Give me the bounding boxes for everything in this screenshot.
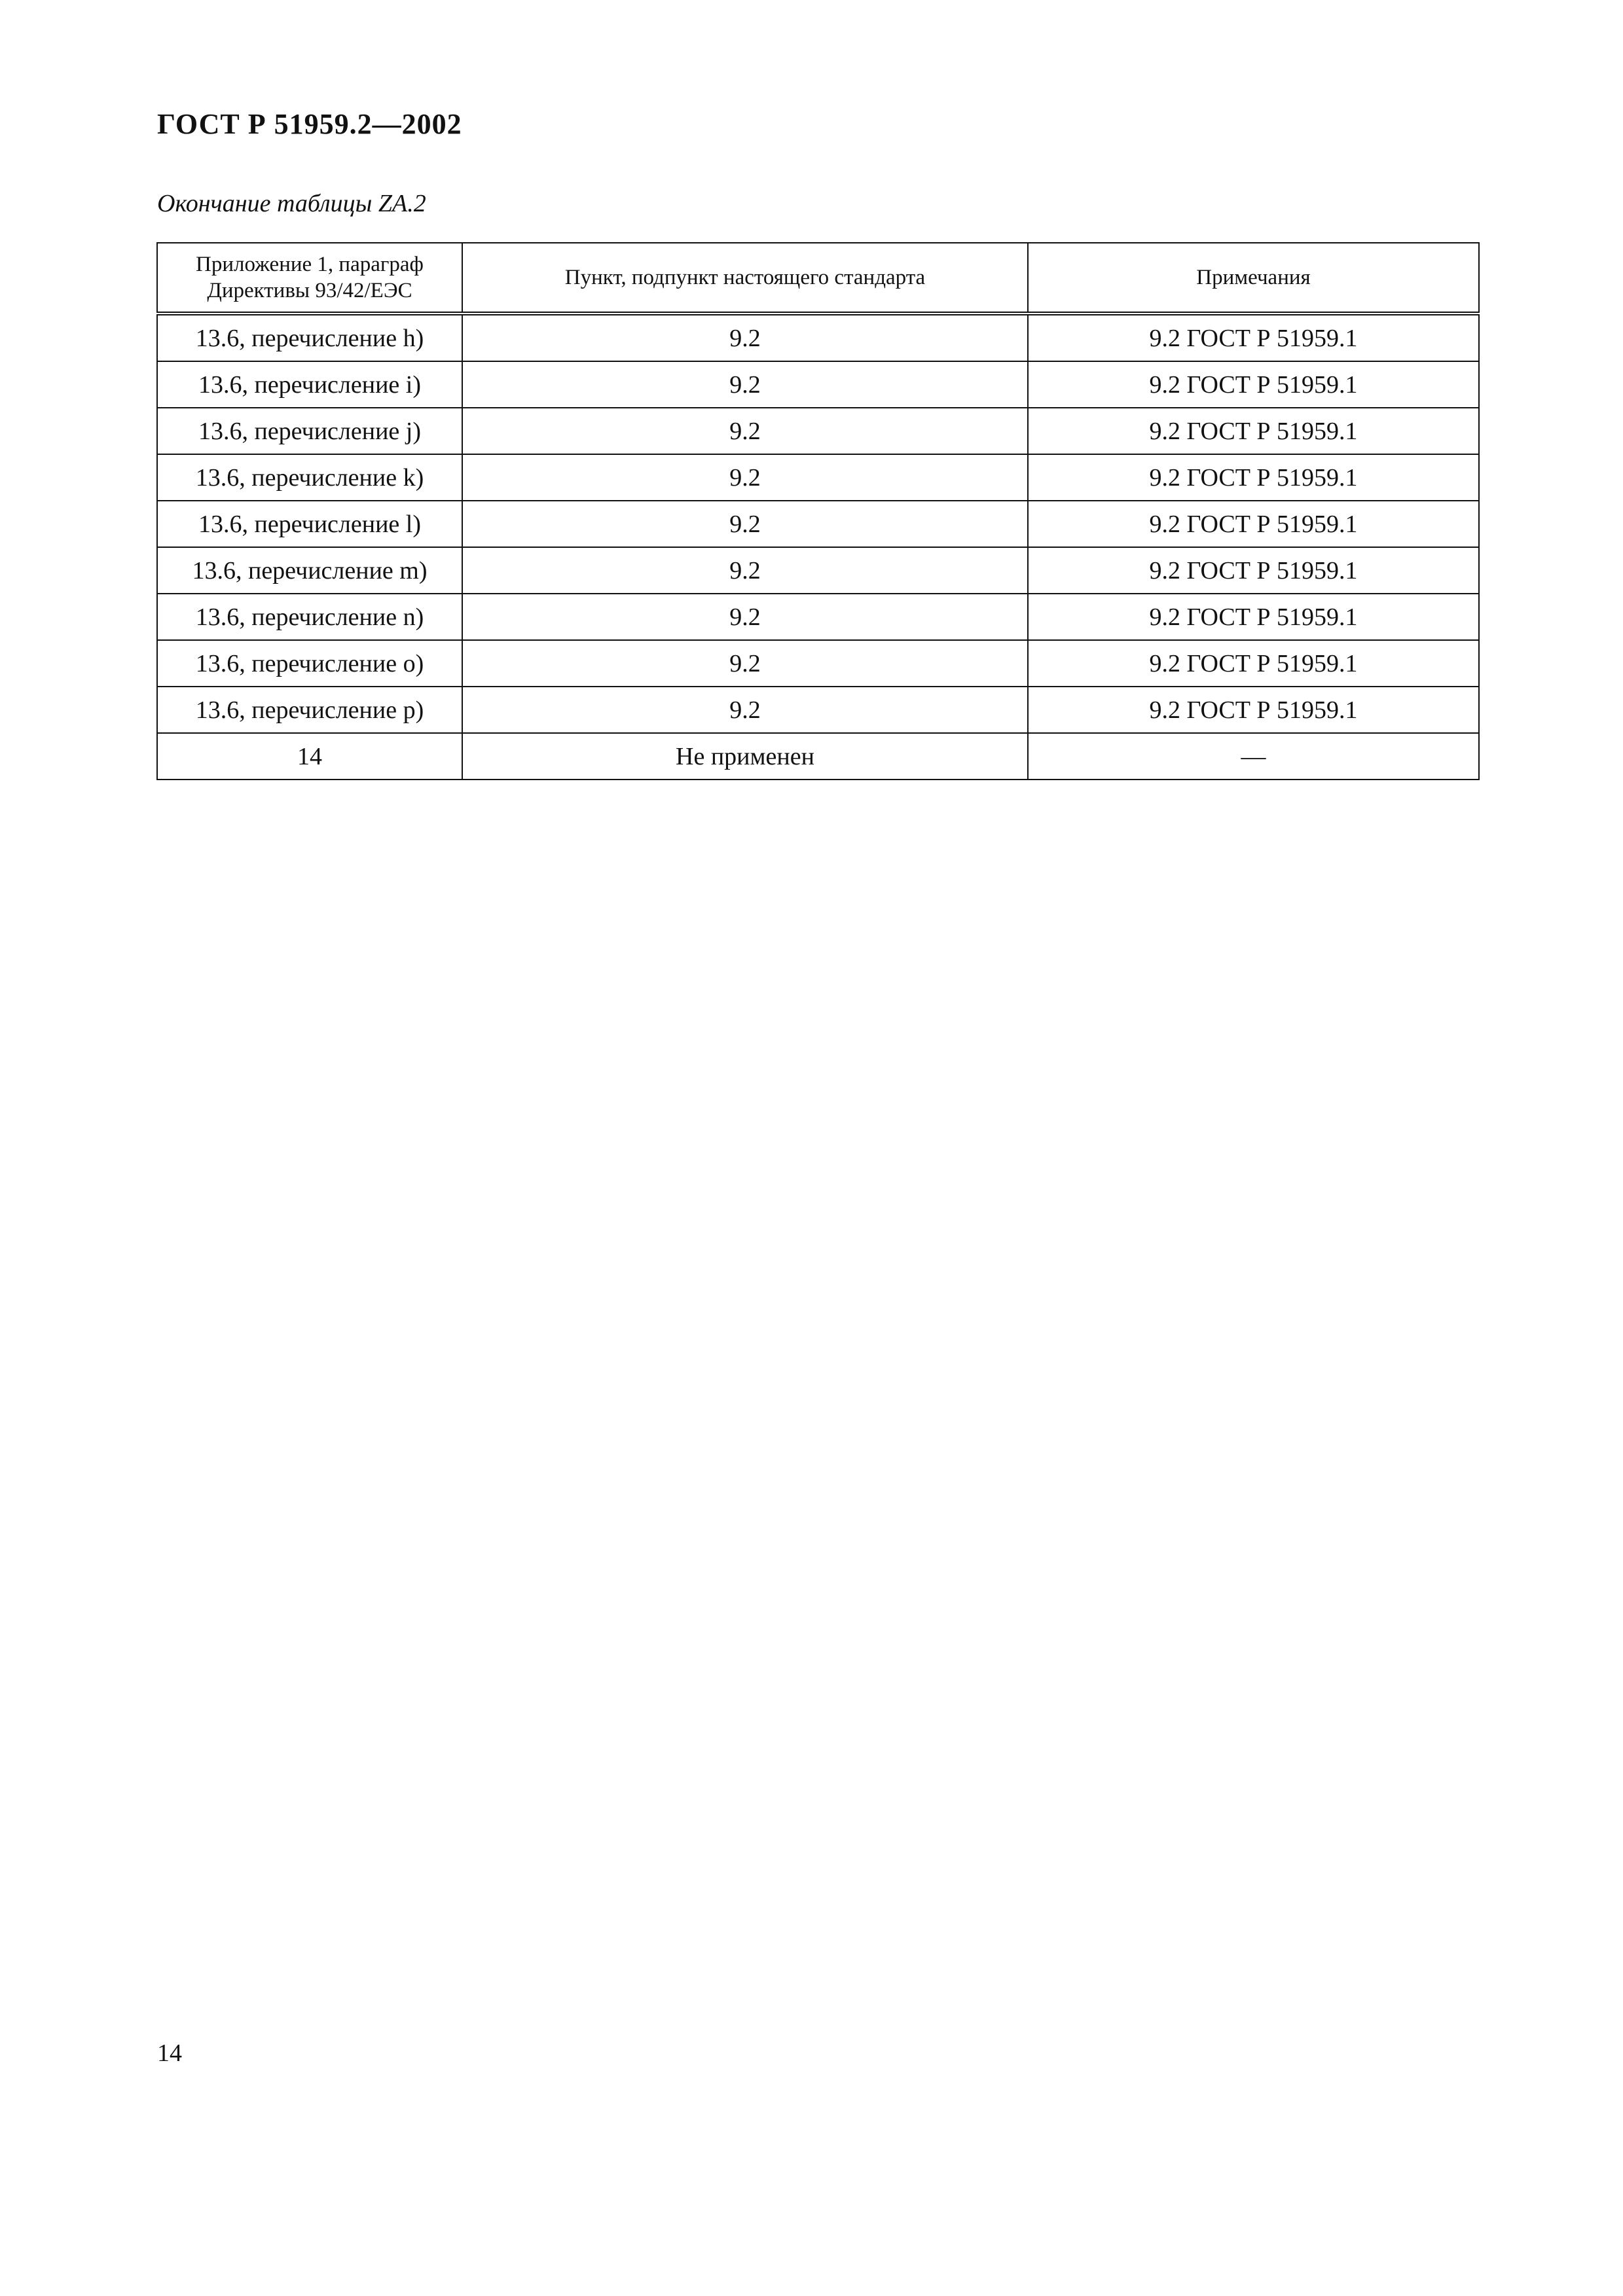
table-row <box>157 314 1479 361</box>
table-row <box>157 408 1479 454</box>
page-number: 14 <box>157 2039 182 2067</box>
cell-standard-clause: 9.2 <box>462 361 1028 408</box>
cell-notes: 9.2 ГОСТ Р 51959.1 <box>1028 408 1479 454</box>
correspondence-table-container <box>156 242 1478 780</box>
cell-standard-clause: 9.2 <box>462 594 1028 640</box>
column-header-standard-clause: Пункт, подпункт настоящего стандарта <box>462 243 1028 314</box>
cell-notes: 9.2 ГОСТ Р 51959.1 <box>1028 501 1479 547</box>
cell-notes: 9.2 ГОСТ Р 51959.1 <box>1028 594 1479 640</box>
table-row <box>157 361 1479 408</box>
cell-notes: 9.2 ГОСТ Р 51959.1 <box>1028 454 1479 501</box>
cell-standard-clause: 9.2 <box>462 408 1028 454</box>
cell-notes: 9.2 ГОСТ Р 51959.1 <box>1028 361 1479 408</box>
cell-directive-paragraph: 13.6, перечисление j) <box>157 408 462 454</box>
column-header-notes: Примечания <box>1028 243 1479 314</box>
cell-directive-paragraph: 13.6, перечисление k) <box>157 454 462 501</box>
cell-standard-clause: 9.2 <box>462 501 1028 547</box>
cell-directive-paragraph: 13.6, перечисление l) <box>157 501 462 547</box>
cell-directive-paragraph: 13.6, перечисление m) <box>157 547 462 594</box>
table-row <box>157 501 1479 547</box>
cell-directive-paragraph: 13.6, перечисление n) <box>157 594 462 640</box>
cell-standard-clause: 9.2 <box>462 454 1028 501</box>
cell-directive-paragraph: 14 <box>157 733 462 780</box>
cell-directive-paragraph: 13.6, перечисление o) <box>157 640 462 687</box>
table-row <box>157 733 1479 780</box>
table-row <box>157 594 1479 640</box>
table-row <box>157 687 1479 733</box>
cell-notes: 9.2 ГОСТ Р 51959.1 <box>1028 314 1479 361</box>
table-caption: Окончание таблицы ZA.2 <box>157 190 426 217</box>
correspondence-table <box>156 242 1480 780</box>
cell-standard-clause: 9.2 <box>462 640 1028 687</box>
cell-standard-clause: Не применен <box>462 733 1028 780</box>
cell-notes: 9.2 ГОСТ Р 51959.1 <box>1028 547 1479 594</box>
cell-standard-clause: 9.2 <box>462 687 1028 733</box>
cell-notes: — <box>1028 733 1479 780</box>
table-row <box>157 547 1479 594</box>
column-header-directive-paragraph: Приложение 1, параграф Директивы 93/42/ЕЭС <box>157 243 462 314</box>
cell-notes: 9.2 ГОСТ Р 51959.1 <box>1028 687 1479 733</box>
cell-directive-paragraph: 13.6, перечисление h) <box>157 314 462 361</box>
table-row <box>157 454 1479 501</box>
table-row <box>157 640 1479 687</box>
cell-notes: 9.2 ГОСТ Р 51959.1 <box>1028 640 1479 687</box>
cell-directive-paragraph: 13.6, перечисление i) <box>157 361 462 408</box>
table-header-row <box>157 243 1479 314</box>
document-title: ГОСТ Р 51959.2—2002 <box>157 108 462 140</box>
cell-directive-paragraph: 13.6, перечисление p) <box>157 687 462 733</box>
cell-standard-clause: 9.2 <box>462 547 1028 594</box>
cell-standard-clause: 9.2 <box>462 314 1028 361</box>
